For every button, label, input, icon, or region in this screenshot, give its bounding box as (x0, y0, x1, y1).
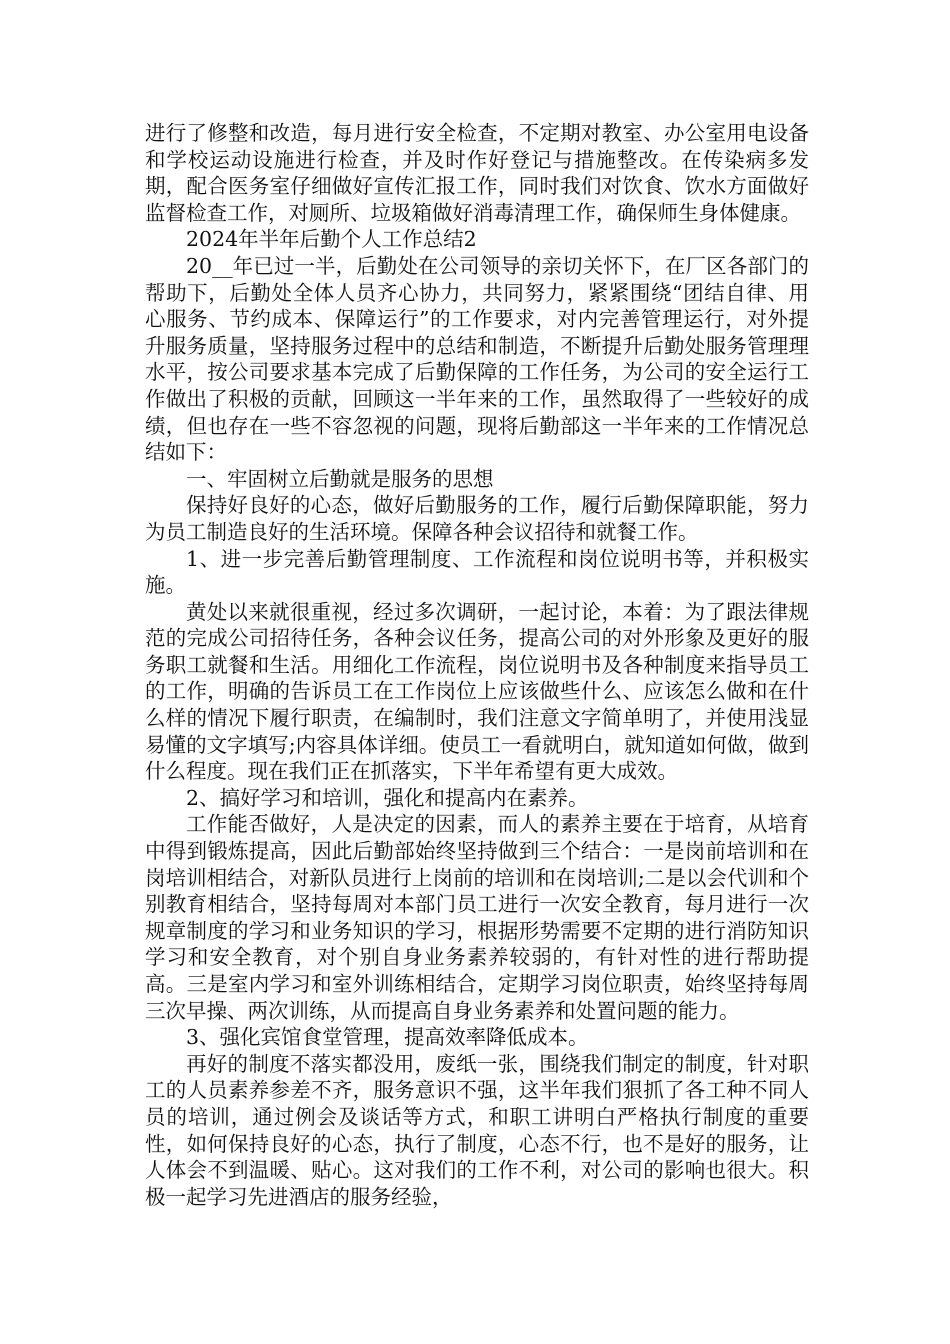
paragraph: 20__年已过一半，后勤处在公司领导的亲切关怀下，在厂区各部门的帮助下，后勤处全体人员齐心协力，共同努力，紧紧围绕“团结自律、用心服务、节约成本、保障运行”的工作要求，对内完善管理运行，对外提升服务质量，坚持服务过程中的总结和制造，不断提升后勤处服务管理理水平，按公司要求基本完成了后勤保障的工作任务，为公司的安全运行工作做出了积极的贡献，回顾这一半年来的工作，虽然取得了一些较好的成绩，但也存在一些不容忽视的问题，现将后勤部这一半年来的工作情况总结如下： (145, 253, 809, 465)
paragraph: 黄处以来就很重视，经过多次调研，一起讨论，本着：为了跟法律规范的完成公司招待任务，各种会议任务，提高公司的对外形象及更好的服务职工就餐和生活。用细化工作流程，岗位说明书及各种制度来指导员工的工作，明确的告诉员工在工作岗位上应该做些什么、应该怎么做和在什么样的情况下履行职责，在编制时，我们注意文字简单明了，并使用浅显易懂的文字填写;内容具体详细。使员工一看就明白，就知道如何做，做到什么程度。现在我们正在抓落实，下半年希望有更大成效。 (145, 599, 809, 784)
paragraph: 工作能否做好，人是决定的因素，而人的素养主要在于培育，从培育中得到锻炼提高，因此后勤部始终坚持做到三个结合：一是岗前培训和在岗培训相结合，对新队员进行上岗前的培训和在岗培训;二是以会代训和个别教育相结合，坚持每周对本部门员工进行一次安全教育，每月进行一次规章制度的学习和业务知识的学习，根据形势需要不定期的进行消防知识学习和安全教育，对个别自身业务素养较弱的，有针对性的进行帮助提高。三是室内学习和室外训练相结合，定期学习岗位职责，始终坚持每周三次早操、两次训练，从而提高自身业务素养和处置问题的能力。 (145, 812, 809, 1023)
paragraph: 进行了修整和改造，每月进行安全检查，不定期对教室、办公室用电设备和学校运动设施进行检查，并及时作好登记与措施整改。在传染病多发期，配合医务室仔细做好宣传汇报工作，同时我们对饮食、饮水方面做好监督检查工作，对厕所、垃圾箱做好消毒清理工作，确保师生身体健康。 (145, 121, 809, 225)
document-body (145, 120, 809, 1210)
subsection-heading: 1、进一步完善后勤管理制度、工作流程和岗位说明书等，并积极实施。 (145, 546, 809, 598)
paragraph: 保持好良好的心态，做好后勤服务的工作，履行后勤保障职能，努力为员工制造良好的生活环境。保障各种会议招待和就餐工作。 (145, 493, 809, 544)
subsection-heading: 2、搞好学习和培训，强化和提高内在素养。 (186, 785, 589, 810)
section-heading: 一、牢固树立后勤就是服务的思想 (186, 466, 494, 491)
section-title: 2024年半年后勤个人工作总结2 (186, 227, 477, 252)
paragraph: 再好的制度不落实都没用，废纸一张，围绕我们制定的制度，针对职工的人员素养参差不齐，服务意识不强，这半年我们狠抓了各工种不同人员的培训，通过例会及谈话等方式，和职工讲明白严格执行制度的重要性，如何保持良好的心态，执行了制度，心态不行，也不是好的服务，让人体会不到温暖、贴心。这对我们的工作不利，对公司的影响也很大。积极一起学习先进酒店的服务经验， (145, 1051, 809, 1209)
subsection-heading: 3、强化宾馆食堂管理，提高效率降低成本。 (186, 1025, 589, 1050)
